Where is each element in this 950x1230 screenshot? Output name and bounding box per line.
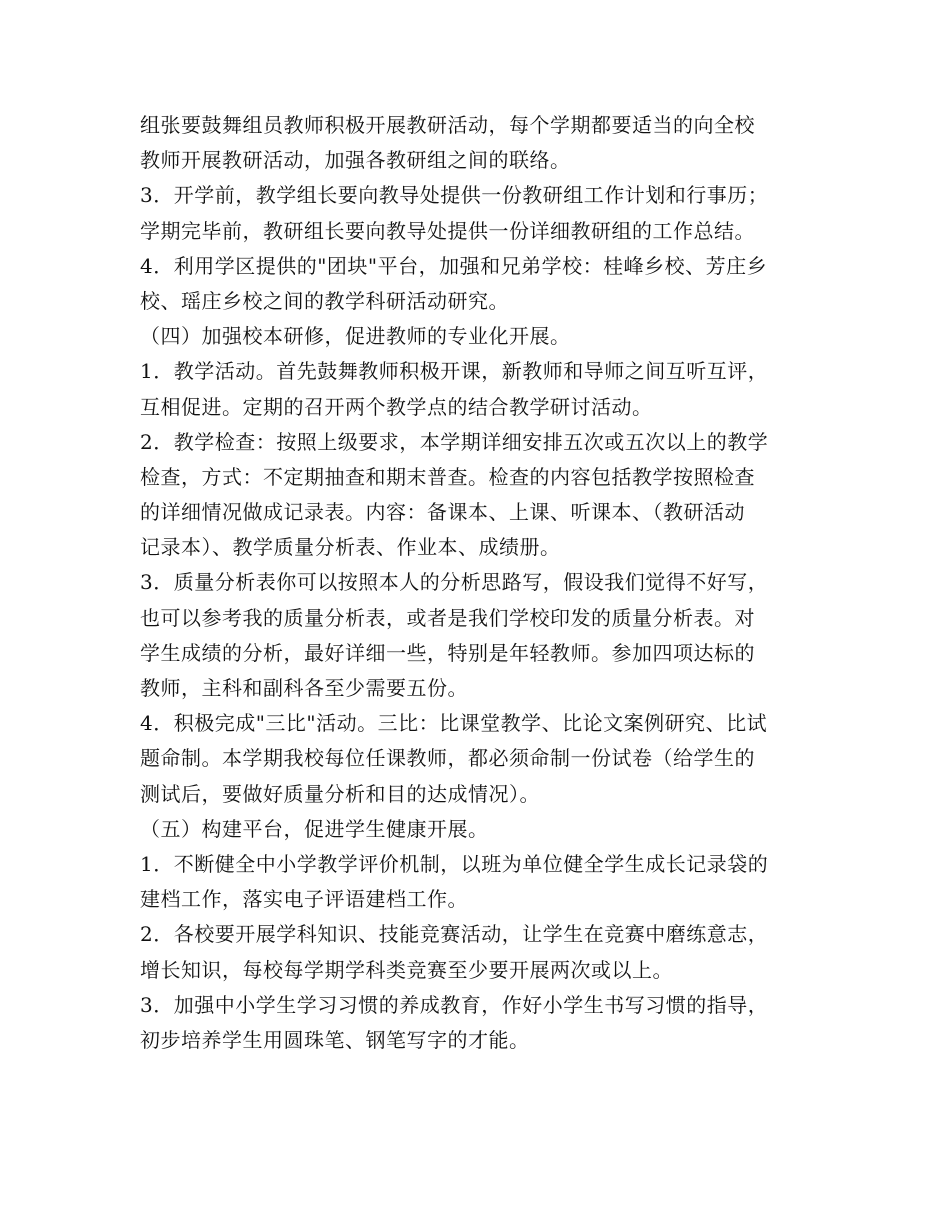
text-line: 教师，主科和副科各至少需要五份。 — [140, 676, 468, 700]
text-line: 增长知识，每校每学期学科类竞赛至少要开展两次或以上。 — [140, 957, 673, 982]
text-line: 校、瑶庄乡校之间的教学科研活动研究。 — [140, 288, 509, 313]
text-line: 记录本）、教学质量分析表、作业本、成绩册。 — [140, 535, 561, 560]
text-line: 4．积极完成"三比"活动。三比：比课堂教学、比论文案例研究、比试 — [140, 711, 768, 736]
text-line: 也可以参考我的质量分析表，或者是我们学校印发的质量分析表。对 — [140, 605, 755, 630]
text-line: 2．教学检查：按照上级要求，本学期详细安排五次或五次以上的教学 — [140, 429, 769, 454]
section-heading: （四）加强校本研修，促进教师的专业化开展。 — [140, 324, 571, 349]
document-body — [140, 108, 820, 1058]
text-line: 学生成绩的分析，最好详细一些，特别是年轻教师。参加四项达标的 — [140, 640, 755, 665]
text-line: 学期完毕前，教研组长要向教导处提供一份详细教研组的工作总结。 — [140, 218, 755, 243]
text-line: 测试后，要做好质量分析和目的达成情况）。 — [140, 781, 540, 806]
text-line: 互相促进。定期的召开两个教学点的结合教学研讨活动。 — [140, 394, 653, 419]
text-line: 3．加强中小学生学习习惯的养成教育，作好小学生书写习惯的指导， — [140, 992, 769, 1017]
text-line: 3．质量分析表你可以按照本人的分析思路写，假设我们觉得不好写， — [140, 570, 769, 595]
text-line: 建档工作，落实电子评语建档工作。 — [140, 887, 468, 912]
text-line: 题命制。本学期我校每位任课教师，都必须命制一份试卷（给学生的 — [140, 746, 755, 771]
text-line: 3．开学前，教学组长要向教导处提供一份教研组工作计划和行事历； — [140, 183, 769, 208]
text-line: 初步培养学生用圆珠笔、钢笔写字的才能。 — [140, 1027, 530, 1052]
text-line: 教师开展教研活动，加强各教研组之间的联络。 — [140, 148, 571, 173]
text-line: 检查，方式：不定期抽查和期末普查。检查的内容包括教学按照检查 — [140, 464, 755, 489]
text-line: 2．各校要开展学科知识、技能竞赛活动，让学生在竞赛中磨练意志， — [140, 922, 769, 947]
text-line: 1．教学活动。首先鼓舞教师积极开课，新教师和导师之间互听互评， — [140, 359, 769, 384]
text-line: 1．不断健全中小学教学评价机制，以班为单位健全学生成长记录袋的 — [140, 851, 769, 876]
section-heading: （五）构建平台，促进学生健康开展。 — [140, 816, 489, 841]
text-line: 的详细情况做成记录表。内容：备课本、上课、听课本、（教研活动 — [140, 500, 745, 525]
text-line: 组张要鼓舞组员教师积极开展教研活动，每个学期都要适当的向全校 — [140, 113, 755, 137]
text-line: 4．利用学区提供的"团块"平台，加强和兄弟学校：桂峰乡校、芳庄乡 — [140, 253, 768, 278]
